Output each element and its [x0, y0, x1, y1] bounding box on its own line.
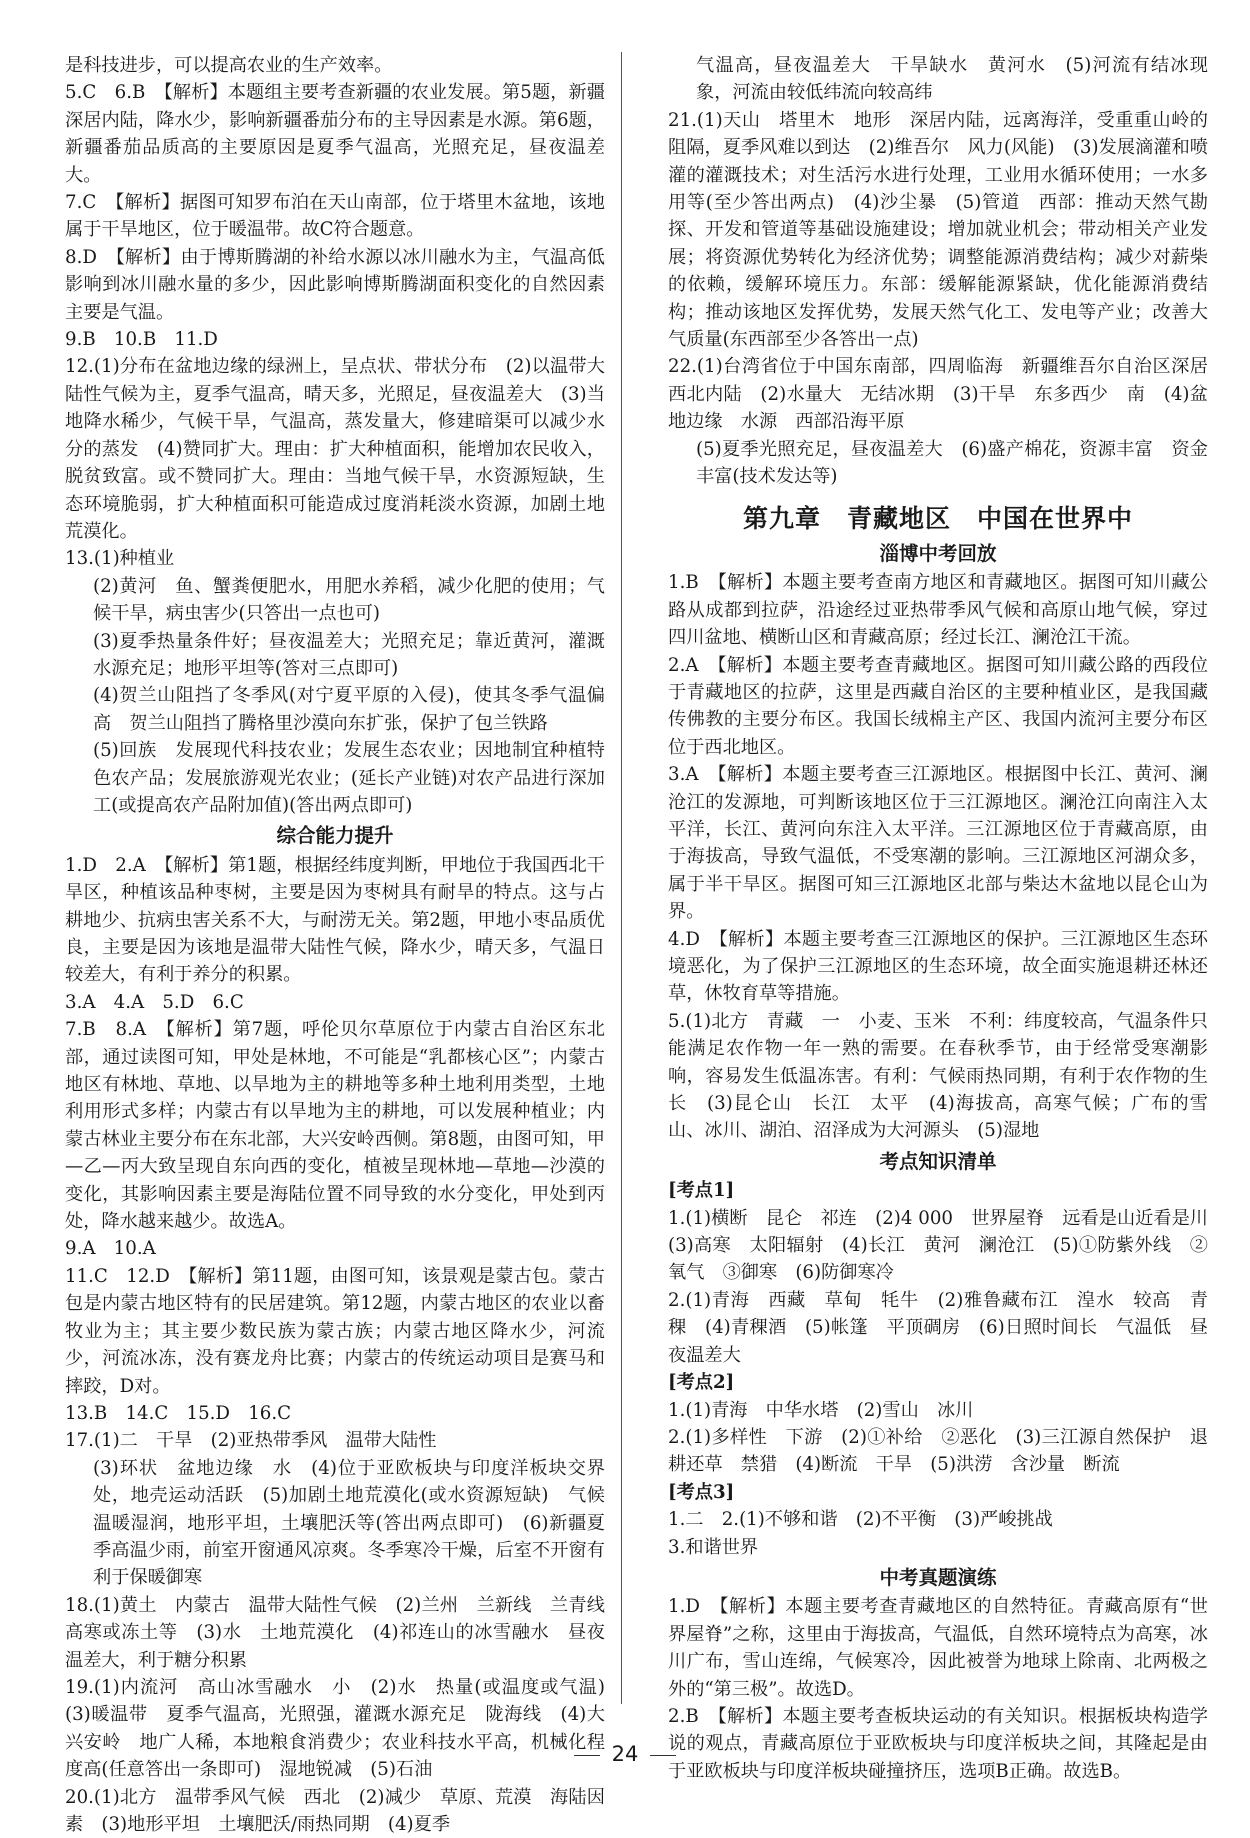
answer-13-2: (2)黄河 鱼、蟹粪便肥水，用肥水养稻，减少化肥的使用；气候干旱，病虫害少(只答出一点也可) [93, 575, 605, 625]
answer-7-8: 7.B 8.A 【解析】第7题，呼伦贝尔草原位于内蒙古自治区东北部，通过读图可知，甲处是林地，不可能是“乳都核心区”；内蒙古地区有林地、草地、以旱地为主的耕地等多种土地利用类型，土地利用形式多样；内蒙古有以旱地为主的耕地，可以发展种植业；内蒙古林业主要分布在东北部，大兴安岭西侧。第8题，由图可知，甲—乙—丙大致呈现自东向西的变化，植被呈现林地—草地—沙漠的变化，其影响因素主要是海陆位置不同导致的水分变化，甲处到丙处，降水越来越少。故选A。 [65, 1019, 605, 1233]
right-column [668, 52, 1227, 1785]
page-number: 24 [611, 1742, 639, 1766]
zibo-answer-1: 1.B 【解析】本题主要考查南方地区和青藏地区。据图可知川藏公路从成都到拉萨，沿途经过亚热带季风气候和高原山地气候，穿过四川盆地、横断山区和青藏高原；经过长江、澜沧江干流。 [668, 572, 1208, 649]
section-heading-comprehensive: 综合能力提升 [276, 824, 394, 848]
kaodian-3-item-1: 1.二 2.(1)不够和谐 (2)不平衡 (3)严峻挑战 [668, 1509, 1053, 1531]
exam-answer-2: 2.B 【解析】本题主要考查板块运动的有关知识。根据板块构造学说的观点，青藏高原位于亚欧板块与印度洋板块之间，其隆起是由于亚欧板块与印度洋板块碰撞挤压，选项B正确。故选B。 [668, 1705, 1208, 1782]
answer-9-10: 9.A 10.A [65, 1238, 156, 1260]
chapter-heading: 第九章 青藏地区 中国在世界中 [742, 503, 1133, 533]
answer-11-12: 11.C 12.D 【解析】第11题，由图可知，该景观是蒙古包。蒙古包是内蒙古地区特有的民居建筑。第12题，内蒙古地区的农业以畜牧业为主；其主要少数民族为蒙古族；内蒙古地区降水少，河流少，河流冰冻，没有赛龙舟比赛；内蒙古的传统运动项目是赛马和摔跤，D对。 [65, 1265, 605, 1397]
answer-7: 7.C 【解析】据图可知罗布泊在天山南部，位于塔里木盆地，该地属于干旱地区，位于暖温带。故C符合题意。 [65, 192, 605, 241]
answer-13-1: 13.(1)种植业 [65, 548, 175, 570]
answer-20: 20.(1)北方 温带季风气候 西北 (2)减少 草原、荒漠 海陆因素 (3)地形平坦 土壤肥沃/雨热同期 (4)夏季 [65, 1786, 605, 1835]
footer-dash-right [650, 1755, 676, 1756]
answer-17-a: 17.(1)二 干旱 (2)亚热带季风 温带大陆性 [65, 1430, 437, 1452]
answer-20-cont: 气温高，昼夜温差大 干旱缺水 黄河水 (5)河流有结冰现象，河流由较低纬流向较高纬 [696, 55, 1208, 104]
answer-18: 18.(1)黄土 内蒙古 温带大陆性气候 (2)兰州 兰新线 兰青线 高寒或冻土等 (3)水 土地荒漠化 (4)祁连山的冰雪融水 昼夜温差大，利于糖分积累 [65, 1594, 624, 1671]
kaodian-1-item-2: 2.(1)青海 西藏 草甸 牦牛 (2)雅鲁藏布江 湟水 较高 青稞 (4)青稞酒 (5)帐篷 平顶碉房 (6)日照时间长 气温低 昼夜温差大 [668, 1289, 1208, 1366]
kaodian-3-item-2: 3.和谐世界 [668, 1536, 759, 1558]
zibo-answer-4: 4.D 【解析】本题主要考查三江源地区的保护。三江源地区生态环境恶化，为了保护三江源地区的生态环境，故全面实施退耕还林还草，休牧育草等措施。 [668, 928, 1208, 1005]
exam-answer-1: 1.D 【解析】本题主要考查青藏地区的自然特征。青藏高原有“世界屋脊”之称，这里由于海拔高，气温低，自然环境特点为高寒，冰川广布，雪山连绵，气候寒冷，因此被誉为地球上除南、北两极之外的“第三极”。故选D。 [668, 1596, 1208, 1700]
kaodian-2-item-1: 1.(1)青海 中华水塔 (2)雪山 冰川 [668, 1399, 974, 1421]
answer-13-5: (5)回族 发展现代科技农业；发展生态农业；因地制宜种植特色农产品；发展旅游观光农业；(延长产业链)对农产品进行深加工(或提高农产品附加值)(答出两点即可) [93, 740, 605, 816]
answer-13-4: (4)贺兰山阻挡了冬季风(对宁夏平原的入侵)，使其冬季气温偏高 贺兰山阻挡了腾格里沙漠向东扩张，保护了包兰铁路 [93, 685, 605, 734]
page-footer [0, 1742, 1250, 1766]
left-column [65, 52, 624, 1838]
kaodian-1: [考点1] [668, 1180, 735, 1202]
answer-13-3: (3)夏季热量条件好；昼夜温差大；光照充足；靠近黄河，灌溉水源充足；地形平坦等(答对三点即可) [93, 630, 605, 679]
answer-13-16: 13.B 14.C 15.D 16.C [65, 1402, 292, 1424]
kaodian-1-item-1: 1.(1)横断 昆仑 祁连 (2)4 000 世界屋脊 远看是山近看是川 (3)高寒 太阳辐射 (4)长江 黄河 澜沧江 (5)①防紫外线 ②氧气 ③御寒 (6)防御寒冷 [668, 1207, 1227, 1284]
zibo-answer-5: 5.(1)北方 青藏 一 小麦、玉米 不利：纬度较高，气温条件只能满足农作物一年一熟的需要。在春秋季节，由于经常受寒潮影响，容易发生低温冻害。有利：气候雨热同期，有利于农作物的生长 (3)昆仑山 长江 太平 (4)海拔高，高寒气候；广布的雪山、冰川、湖泊、沼泽成为大河源头 (5)湿地 [668, 1010, 1208, 1142]
footer-dash-left [574, 1755, 600, 1756]
answer-1-2: 1.D 2.A 【解析】第1题，根据经纬度判断，甲地位于我国西北干旱区，种植该品种枣树，主要是因为枣树具有耐旱的特点。这与占耕地少、抗病虫害关系不大，与耐涝无关。第2题，甲地小枣品质优良，主要是因为该地是温带大陆性气候，降水少，晴天多，气温日较差大，有利于养分的积累。 [65, 854, 605, 986]
answer-8: 8.D 【解析】由于博斯腾湖的补给水源以冰川融水为主，气温高低影响到冰川融水量的多少，因此影响博斯腾湖面积变化的自然因素主要是气温。 [65, 246, 605, 323]
answer-line: 是科技进步，可以提高农业的生产效率。 [65, 55, 393, 76]
column-divider [621, 52, 622, 1704]
section-heading-exam: 中考真题演练 [879, 1565, 997, 1589]
kaodian-2: [考点2] [668, 1372, 735, 1394]
answer-22-a: 22.(1)台湾省位于中国东南部，四周临海 新疆维吾尔自治区深居西北内陆 (2)水量大 无结冰期 (3)干旱 东多西少 南 (4)盆地边缘 水源 西部沿海平原 [668, 356, 1208, 433]
answer-22-b: (5)夏季光照充足，昼夜温差大 (6)盛产棉花，资源丰富 资金丰富(技术发达等) [696, 438, 1208, 488]
zibo-answer-3: 3.A 【解析】本题主要考查三江源地区。根据图中长江、黄河、澜沧江的发源地，可判断该地区位于三江源地区。澜沧江向南注入太平洋，长江、黄河向东注入太平洋。三江源地区位于青藏高原，由于海拔高，导致气温低，不受寒潮的影响。三江源地区河湖众多，属于半干旱区。据图可知三江源地区北部与柴达木盆地以昆仑山为界。 [668, 764, 1208, 923]
answer-5-6: 5.C 6.B 【解析】本题组主要考查新疆的农业发展。第5题，新疆深居内陆，降水少，影响新疆番茄分布的主导因素是水源。第6题，新疆番茄品质高的主要原因是夏季气温高，光照充足，昼夜温差大。 [65, 82, 605, 186]
kaodian-2-item-2: 2.(1)多样性 下游 (2)①补给 ②恶化 (3)三江源自然保护 退耕还草 禁猎 (4)断流 干旱 (5)洪涝 含沙量 断流 [668, 1426, 1208, 1476]
answer-19: 19.(1)内流河 高山冰雪融水 小 (2)水 热量(或温度或气温) (3)暖温带 夏季气温高，光照强，灌溉水源充足 陇海线 (4)大兴安岭 地广人稀，本地粮食消费少；农业科技水平高，机械化程度高(任意答出一条即可) 湿地锐减 (5)石油 [65, 1676, 624, 1781]
section-heading-zibo: 淄博中考回放 [879, 541, 997, 565]
answer-12: 12.(1)分布在盆地边缘的绿洲上，呈点状、带状分布 (2)以温带大陆性气候为主，夏季气温高，晴天多，光照足，昼夜温差大 (3)当地降水稀少，气候干旱，气温高，蒸发量大，修建暗渠可以减少水分的蒸发 (4)赞同扩大。理由：扩大种植面积，能增加农民收入，脱贫致富。或不赞同扩大。理由：当地气候干旱，水资源短缺，生态环境脆弱，扩大种植面积可能造成过度消耗淡水资源，加剧土地荒漠化。 [65, 356, 605, 542]
section-heading-knowledge: 考点知识清单 [879, 1149, 997, 1173]
answer-9-11: 9.B 10.B 11.D [65, 329, 218, 351]
zibo-answer-2: 2.A 【解析】本题主要考查青藏地区。据图可知川藏公路的西段位于青藏地区的拉萨，这里是西藏自治区的主要种植业区，是我国藏传佛教的主要分布区。我国长绒棉主产区、我国内流河主要分布区位于西北地区。 [668, 654, 1208, 758]
kaodian-3: [考点3] [668, 1481, 735, 1503]
answer-21: 21.(1)天山 塔里木 地形 深居内陆，远离海洋，受重重山岭的阻隔，夏季风难以到达 (2)维吾尔 风力(风能) (3)发展滴灌和喷灌的灌溉技术；对生活污水进行处理，工业用水循环使用；一水多用等(至少答出两点) (4)沙尘暴 (5)管道 西部：推动天然气勘探、开发和管道等基础设施建设；增加就业机会；带动相关产业发展；将资源优势转化为经济优势；调整能源消费结构；减少对薪柴的依赖，缓解环境压力。东部：缓解能源紧缺，优化能源消费结构；推动该地区发挥优势，发展天然气化工、发电等产业；改善大气质量(东西部至少各答出一点) [668, 109, 1208, 351]
answer-17-b: (3)环状 盆地边缘 水 (4)位于亚欧板块与印度洋板块交界处，地壳运动活跃 (5)加剧土地荒漠化(或水资源短缺) 气候温暖湿润，地形平坦，土壤肥沃等(答出两点即可) (6)新疆夏季高温少雨，前室开窗通风凉爽。冬季寒冷干燥，后室不开窗有利于保暖御寒 [93, 1457, 605, 1589]
answer-3-6: 3.A 4.A 5.D 6.C [65, 991, 244, 1013]
